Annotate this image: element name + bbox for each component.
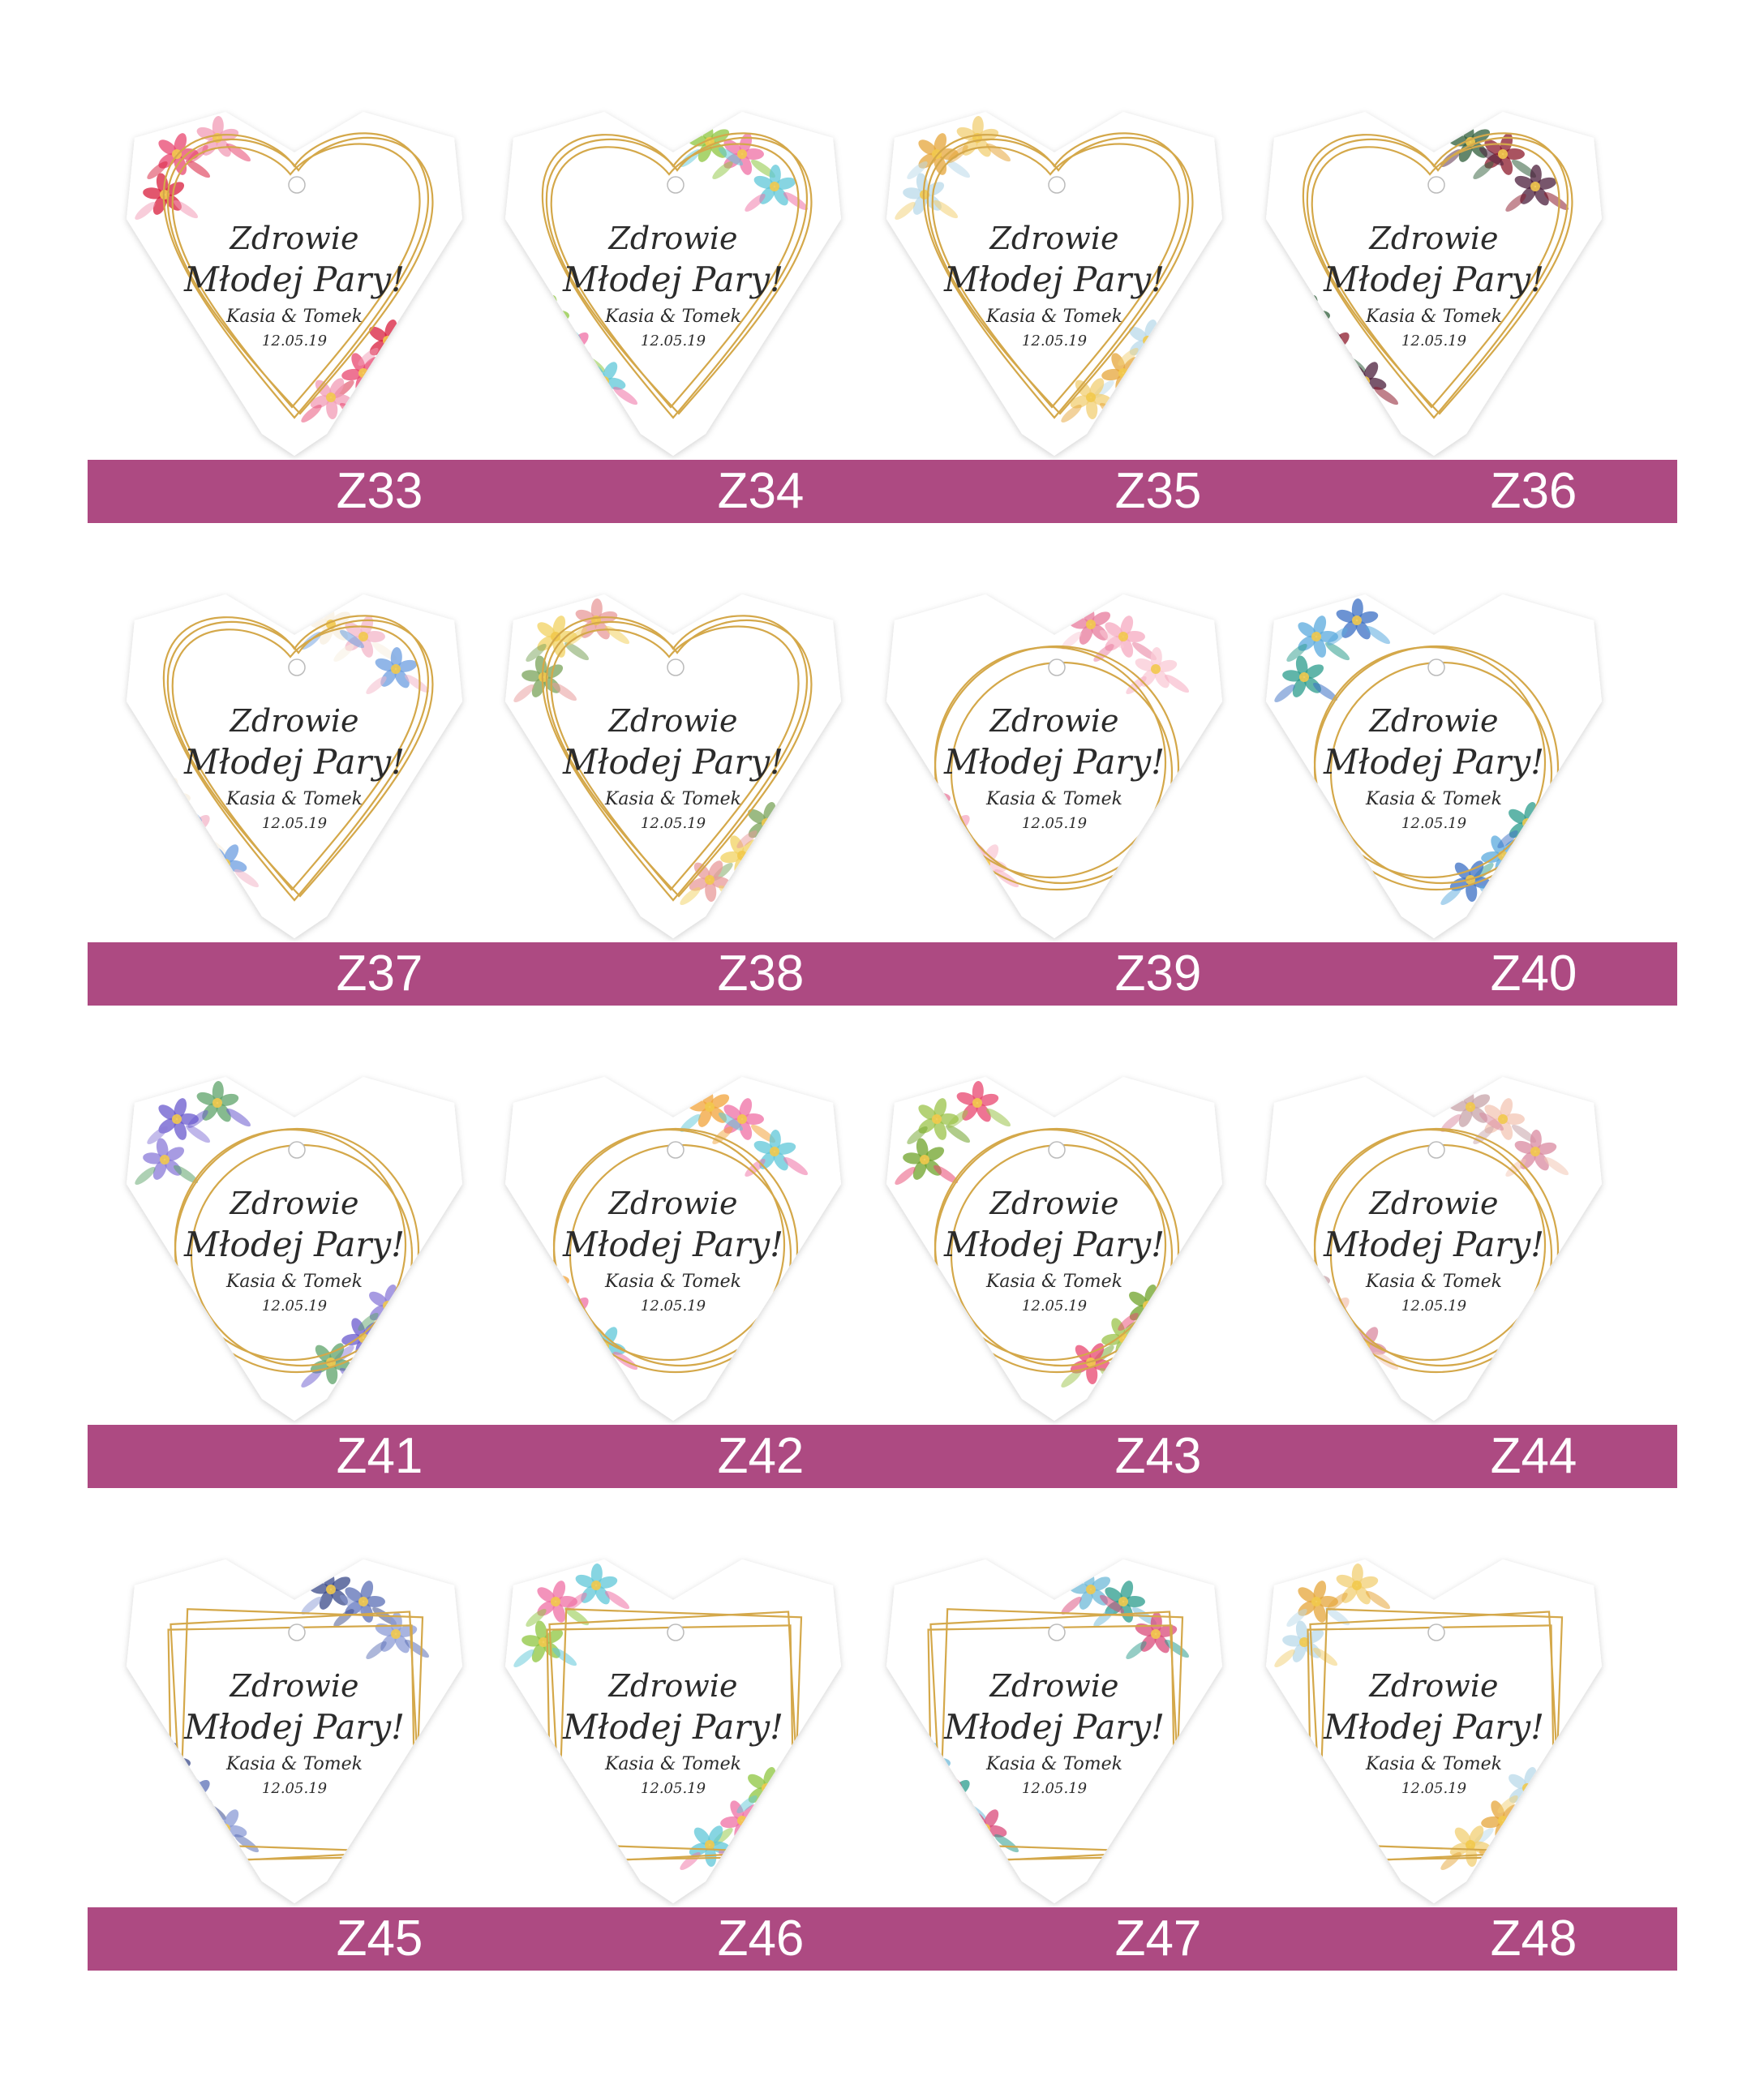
tag-line2-text: Młodej Pary! — [1323, 1707, 1545, 1747]
tag-line2-text: Młodej Pary! — [1323, 742, 1545, 782]
tag-date-text: 12.05.19 — [640, 1780, 706, 1797]
design-code-label: Z47 — [1114, 1911, 1202, 1967]
tag-names-text: Kasia & Tomek — [986, 307, 1122, 327]
heart-tag-z37[interactable] — [120, 588, 469, 945]
tag-line2-text: Młodej Pary! — [183, 260, 406, 299]
heart-tag-z48[interactable] — [1260, 1553, 1608, 1910]
tag-line1-text: Zdrowie — [230, 1668, 359, 1704]
tag-line1-text: Zdrowie — [1369, 1668, 1499, 1704]
hang-hole — [1049, 1624, 1065, 1641]
tag-names-text: Kasia & Tomek — [605, 1272, 741, 1292]
tag-names-text: Kasia & Tomek — [1366, 789, 1502, 809]
design-code-label: Z33 — [336, 463, 423, 519]
design-code-label: Z48 — [1490, 1911, 1577, 1967]
hang-hole — [289, 1142, 305, 1158]
heart-tag-z38[interactable] — [499, 588, 848, 945]
tag-names-text: Kasia & Tomek — [986, 1272, 1122, 1292]
heart-tag-z33[interactable] — [120, 105, 469, 462]
design-code-label: Z35 — [1114, 463, 1202, 519]
tag-names-text: Kasia & Tomek — [226, 307, 363, 327]
hang-hole — [1428, 1624, 1444, 1641]
tag-date-text: 12.05.19 — [261, 1780, 328, 1797]
tag-line1-text: Zdrowie — [608, 221, 738, 256]
design-code-label: Z41 — [336, 1428, 423, 1484]
tag-line1-text: Zdrowie — [608, 703, 738, 739]
tag-names-text: Kasia & Tomek — [1366, 1272, 1502, 1292]
hang-hole — [289, 1624, 305, 1641]
tag-line1-text: Zdrowie — [989, 1186, 1119, 1221]
heart-tag-z47[interactable] — [880, 1553, 1229, 1910]
design-code-label: Z40 — [1490, 946, 1577, 1002]
tag-line2-text: Młodej Pary! — [183, 1225, 406, 1264]
tag-names-text: Kasia & Tomek — [1366, 307, 1502, 327]
tag-names-text: Kasia & Tomek — [986, 789, 1122, 809]
tag-row — [0, 1070, 1764, 1557]
design-code-label: Z34 — [717, 463, 805, 519]
design-code-label: Z46 — [717, 1911, 805, 1967]
hang-hole — [1049, 177, 1065, 193]
design-code-label: Z36 — [1490, 463, 1577, 519]
code-band — [88, 460, 1677, 523]
tag-date-text: 12.05.19 — [1021, 332, 1088, 350]
tag-names-text: Kasia & Tomek — [226, 1272, 363, 1292]
heart-tag-z44[interactable] — [1260, 1070, 1608, 1427]
hang-hole — [667, 177, 684, 193]
hang-hole — [667, 1624, 684, 1641]
heart-tag-z42[interactable] — [499, 1070, 848, 1427]
tag-date-text: 12.05.19 — [261, 1298, 328, 1315]
tag-line2-text: Młodej Pary! — [562, 1225, 784, 1264]
hang-hole — [1049, 659, 1065, 676]
tag-names-text: Kasia & Tomek — [605, 789, 741, 809]
tag-line2-text: Młodej Pary! — [562, 742, 784, 782]
heart-tag-z36[interactable] — [1260, 105, 1608, 462]
tag-line2-text: Młodej Pary! — [562, 260, 784, 299]
design-code-label: Z39 — [1114, 946, 1202, 1002]
tag-row — [0, 588, 1764, 1074]
code-band — [88, 942, 1677, 1006]
tag-line1-text: Zdrowie — [230, 1186, 359, 1221]
tag-line2-text: Młodej Pary! — [183, 742, 406, 782]
tag-date-text: 12.05.19 — [1021, 1780, 1088, 1797]
design-code-label: Z44 — [1490, 1428, 1577, 1484]
tag-line1-text: Zdrowie — [1369, 221, 1499, 256]
heart-tag-z35[interactable] — [880, 105, 1229, 462]
design-code-label: Z37 — [336, 946, 423, 1002]
hang-hole — [289, 659, 305, 676]
tag-date-text: 12.05.19 — [640, 1298, 706, 1315]
tag-row — [0, 105, 1764, 592]
hang-hole — [667, 659, 684, 676]
tag-line1-text: Zdrowie — [230, 221, 359, 256]
tag-line1-text: Zdrowie — [989, 221, 1119, 256]
design-code-label: Z38 — [717, 946, 805, 1002]
tag-date-text: 12.05.19 — [261, 332, 328, 350]
tag-line1-text: Zdrowie — [608, 1186, 738, 1221]
tag-date-text: 12.05.19 — [1401, 1780, 1467, 1797]
code-band — [88, 1425, 1677, 1488]
design-code-label: Z43 — [1114, 1428, 1202, 1484]
tag-date-text: 12.05.19 — [1021, 815, 1088, 832]
code-band — [88, 1907, 1677, 1971]
tag-date-text: 12.05.19 — [640, 332, 706, 350]
tag-line1-text: Zdrowie — [1369, 703, 1499, 739]
tag-names-text: Kasia & Tomek — [605, 307, 741, 327]
design-code-label: Z42 — [717, 1428, 805, 1484]
hang-hole — [289, 177, 305, 193]
tag-names-text: Kasia & Tomek — [1366, 1754, 1502, 1774]
tag-line1-text: Zdrowie — [608, 1668, 738, 1704]
tag-date-text: 12.05.19 — [1401, 332, 1467, 350]
tag-line2-text: Młodej Pary! — [943, 742, 1165, 782]
tag-names-text: Kasia & Tomek — [226, 1754, 363, 1774]
tag-line1-text: Zdrowie — [1369, 1186, 1499, 1221]
design-code-label: Z45 — [336, 1911, 423, 1967]
tag-names-text: Kasia & Tomek — [226, 789, 363, 809]
tag-date-text: 12.05.19 — [1021, 1298, 1088, 1315]
tag-line2-text: Młodej Pary! — [1323, 1225, 1545, 1264]
tag-date-text: 12.05.19 — [1401, 1298, 1467, 1315]
hang-hole — [1428, 1142, 1444, 1158]
tag-names-text: Kasia & Tomek — [605, 1754, 741, 1774]
hang-hole — [1428, 659, 1444, 676]
hang-hole — [1428, 177, 1444, 193]
tag-line2-text: Młodej Pary! — [943, 1707, 1165, 1747]
tag-line2-text: Młodej Pary! — [1323, 260, 1545, 299]
tag-date-text: 12.05.19 — [261, 815, 328, 832]
tag-date-text: 12.05.19 — [1401, 815, 1467, 832]
heart-tag-z34[interactable] — [499, 105, 848, 462]
heart-tag-z43[interactable] — [880, 1070, 1229, 1427]
hang-hole — [667, 1142, 684, 1158]
tag-line2-text: Młodej Pary! — [943, 1225, 1165, 1264]
heart-tag-z40[interactable] — [1260, 588, 1608, 945]
heart-tag-z45[interactable] — [120, 1553, 469, 1910]
heart-tag-z39[interactable] — [880, 588, 1229, 945]
tag-line1-text: Zdrowie — [989, 1668, 1119, 1704]
tag-line2-text: Młodej Pary! — [943, 260, 1165, 299]
tag-line1-text: Zdrowie — [230, 703, 359, 739]
tag-row — [0, 1553, 1764, 2040]
tag-date-text: 12.05.19 — [640, 815, 706, 832]
tag-line2-text: Młodej Pary! — [562, 1707, 784, 1747]
tag-line1-text: Zdrowie — [989, 703, 1119, 739]
tag-line2-text: Młodej Pary! — [183, 1707, 406, 1747]
heart-tag-z41[interactable] — [120, 1070, 469, 1427]
tag-names-text: Kasia & Tomek — [986, 1754, 1122, 1774]
heart-tag-z46[interactable] — [499, 1553, 848, 1910]
hang-hole — [1049, 1142, 1065, 1158]
